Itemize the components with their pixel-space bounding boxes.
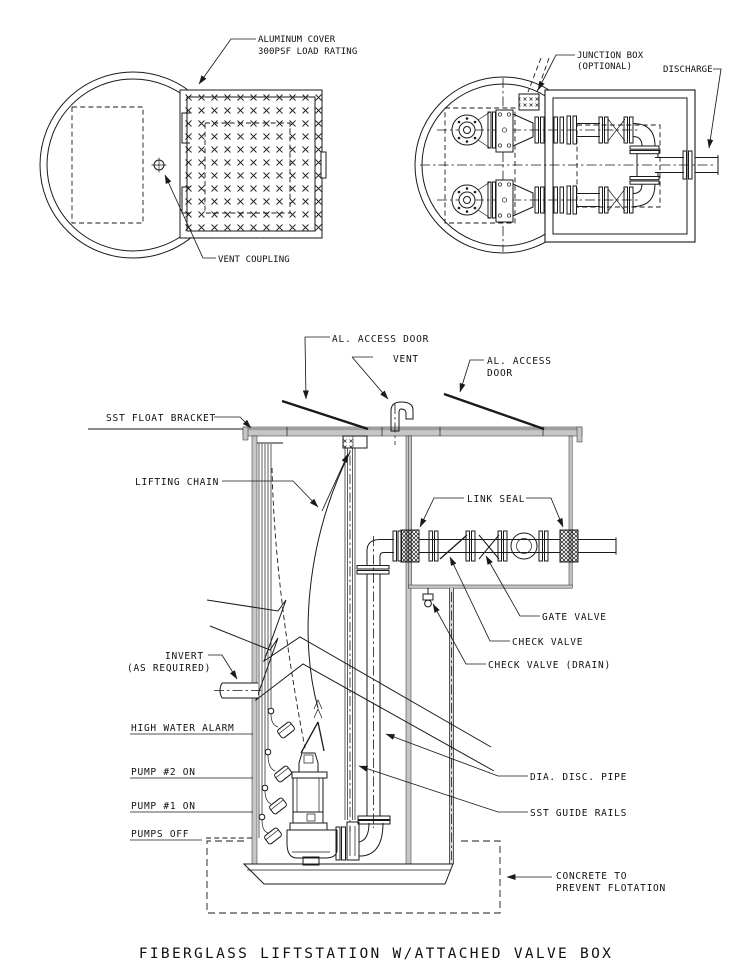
drawing-caption: FIBERGLASS LIFTSTATION W/ATTACHED VALVE BOX [138, 946, 614, 962]
wetwell-wall-left [252, 436, 257, 864]
label-check-valve-drain: CHECK VALVE (DRAIN) [488, 660, 611, 671]
label-junction-box-2: (OPTIONAL) [577, 62, 633, 72]
label-link-seal: LINK SEAL [467, 494, 526, 505]
float-pump1-on [269, 797, 288, 815]
label-aluminum-cover: ALUMINUM COVER [258, 35, 336, 45]
valve-box-support-pipe [450, 588, 454, 864]
float-pumps-off [264, 827, 283, 845]
label-invert: INVERT [165, 651, 204, 662]
label-gate-valve: GATE VALVE [542, 612, 607, 623]
label-concrete-2: PREVENT FLOTATION [556, 883, 666, 894]
valve-box [409, 436, 573, 588]
label-discharge: DISCHARGE [663, 65, 713, 75]
label-concrete: CONCRETE TO [556, 871, 628, 882]
label-invert-2: (AS REQUIRED) [127, 663, 212, 674]
invert-pipe [214, 683, 263, 698]
discharge-pipe-vertical [357, 531, 402, 828]
elevation-view [88, 334, 666, 913]
label-pump2-on: PUMP #2 ON [131, 767, 196, 778]
guide-rails [343, 436, 367, 832]
link-seal-left [401, 530, 419, 562]
label-access-door-left: AL. ACCESS DOOR [332, 334, 430, 345]
float-pump2-on [274, 765, 293, 783]
submersible-pump [287, 753, 390, 865]
plan-view-cover [40, 35, 357, 265]
label-lifting-chain: LIFTING CHAIN [135, 477, 220, 488]
label-pumps-off: PUMPS OFF [131, 829, 190, 840]
pump-power-cable [272, 468, 305, 748]
plan-view-station [415, 51, 721, 253]
label-junction-box: JUNCTION BOX [577, 51, 644, 61]
label-access-door-right-2: DOOR [487, 368, 513, 379]
label-dia-disc-pipe: DIA. DISC. PIPE [530, 772, 628, 783]
label-vent: VENT [393, 354, 419, 365]
label-aluminum-cover-2: 300PSF LOAD RATING [258, 47, 358, 57]
cover-opening-left [72, 107, 143, 223]
check-valve-symbol [440, 535, 467, 559]
cover-slab [243, 427, 582, 442]
float-high-water-alarm [277, 721, 296, 739]
vent-coupling-symbol [152, 158, 167, 173]
label-pump1-on: PUMP #1 ON [131, 801, 196, 812]
label-vent-coupling: VENT COUPLING [218, 255, 290, 265]
concrete-ballast-outline [207, 841, 500, 913]
label-access-door-right: AL. ACCESS [487, 356, 552, 367]
gate-valve-symbol [479, 535, 499, 559]
label-sst-guide-rails: SST GUIDE RAILS [530, 808, 628, 819]
access-door-open-right [444, 394, 544, 429]
link-seal-right [560, 530, 578, 562]
label-check-valve: CHECK VALVE [512, 637, 584, 648]
label-sst-float-bracket: SST FLOAT BRACKET [106, 413, 216, 424]
label-high-water-alarm: HIGH WATER ALARM [131, 723, 235, 734]
drain-check-valve [423, 588, 433, 607]
access-door-open-left [282, 401, 368, 429]
tank-floor [244, 864, 453, 884]
